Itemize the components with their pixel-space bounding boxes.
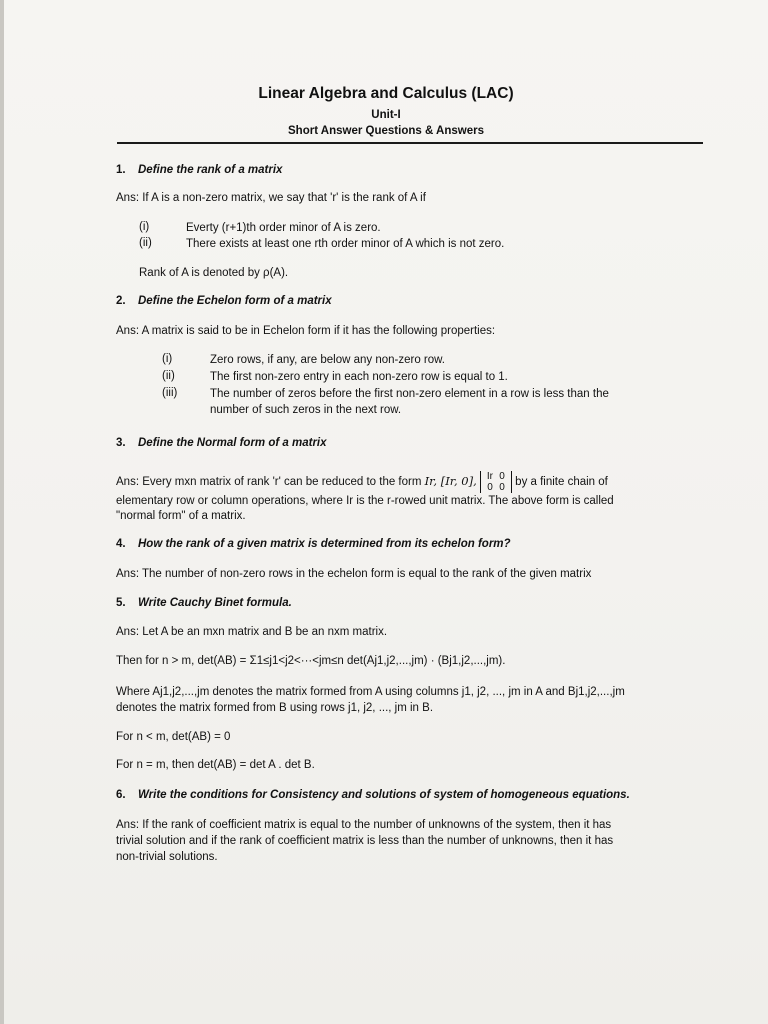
question-5: 5. Write Cauchy Binet formula. — [116, 597, 292, 609]
rank-note: Rank of A is denoted by ρ(A). — [139, 267, 289, 279]
answer-6-line-1: Ans: If the rank of coefficient matrix is equal to the number of unknowns of the system, then it has — [116, 819, 612, 831]
list-item: There exists at least one rth order minor of A which is not zero. — [186, 238, 505, 250]
list-item-number: (ii) — [162, 370, 175, 382]
document-title: Linear Algebra and Calculus (LAC) — [258, 85, 514, 102]
question-4: 4. How the rank of a given matrix is determined from its echelon form? — [116, 538, 511, 550]
answer-3-line-3: "normal form" of a matrix. — [116, 510, 246, 522]
list-item: The number of zeros before the first non-zero element in a row is less than the — [210, 388, 609, 400]
list-item-number: (i) — [139, 221, 150, 233]
list-item-number: (ii) — [139, 237, 152, 249]
formula-explanation-2: denotes the matrix formed from B using rows j1, j2, ..., jm in B. — [116, 702, 434, 714]
question-2: 2. Define the Echelon form of a matrix — [116, 295, 332, 307]
answer-6-line-2: trivial solution and if the rank of coefficient matrix is less than the number of unknowns, then it has — [116, 835, 614, 847]
list-item-number: (i) — [162, 353, 173, 365]
question-6: 6. Write the conditions for Consistency and solutions of system of homogeneous equations. — [116, 789, 630, 801]
answer-4: Ans: The number of non-zero rows in the echelon form is equal to the rank of the given matrix — [116, 568, 592, 580]
cauchy-binet-formula: Then for n > m, det(AB) = Σ1≤j1<j2<···<jm≤n det(Aj1,j2,...,jm) · (Bj1,j2,...,jm). — [116, 655, 506, 667]
normal-forms: Ir, [Ir, 0], — [424, 474, 477, 489]
case-n-less-m: For n < m, det(AB) = 0 — [116, 731, 231, 743]
list-item: Everty (r+1)th order minor of A is zero. — [186, 222, 381, 234]
list-item-continuation: number of such zeros in the next row. — [210, 404, 402, 416]
question-3: 3. Define the Normal form of a matrix — [116, 437, 327, 449]
list-item: The first non-zero entry in each non-zero row is equal to 1. — [210, 371, 508, 383]
header-rule — [117, 142, 703, 144]
answer-3-line-1: Ans: Every mxn matrix of rank 'r' can be reduced to the form Ir, [Ir, 0], Ir 0 0 0 by a finite chain of — [116, 471, 608, 493]
answer-5: Ans: Let A be an mxn matrix and B be an nxm matrix. — [116, 626, 388, 638]
answer-3-line-2: elementary row or column operations, where Ir is the r-rowed unit matrix. The above form is called — [116, 495, 614, 507]
list-item: Zero rows, if any, are below any non-zero row. — [210, 354, 446, 366]
answer-1: Ans: If A is a non-zero matrix, we say that 'r' is the rank of A if — [116, 192, 426, 204]
formula-explanation-1: Where Aj1,j2,...,jm denotes the matrix formed from A using columns j1, j2, ..., jm in A and Bj1,j2,...,jm — [116, 686, 625, 698]
normal-form-matrix: Ir 0 0 0 — [480, 471, 512, 493]
question-1: 1. Define the rank of a matrix — [116, 164, 283, 176]
answer-6-line-3: non-trivial solutions. — [116, 851, 218, 863]
unit-label: Unit-I — [371, 109, 401, 121]
document-page — [4, 0, 768, 1024]
case-n-equal-m: For n = m, then det(AB) = det A . det B. — [116, 759, 315, 771]
list-item-number: (iii) — [162, 387, 178, 399]
document-subtitle: Short Answer Questions & Answers — [288, 125, 484, 137]
answer-2: Ans: A matrix is said to be in Echelon form if it has the following properties: — [116, 325, 496, 337]
